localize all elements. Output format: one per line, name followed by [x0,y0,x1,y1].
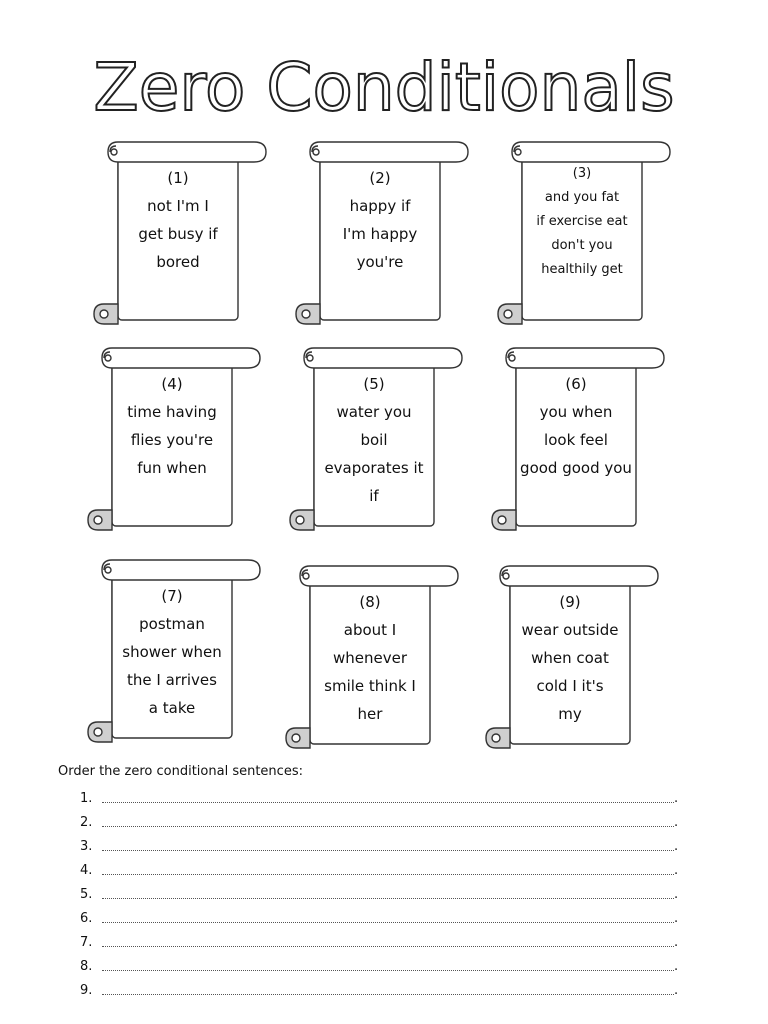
answer-row [80,834,680,858]
answer-number: 2. [80,814,93,830]
scroll-number: (5) [363,375,385,393]
scroll-word-line: I'm happy [342,225,418,243]
scroll-card-2 [290,138,470,328]
scroll-text [302,588,438,728]
scroll-text [502,588,638,728]
scroll-word-line: if [369,487,379,505]
scroll-word-line: a take [148,699,196,717]
answer-end-dot: . [674,862,679,878]
scroll-word-line: postman [139,615,205,633]
scroll-word-line: wear outside [521,621,619,639]
answer-row [80,954,680,978]
scroll-word-line: my [558,705,582,723]
scroll-number: (1) [167,169,189,187]
scroll-word-line: time having [127,403,217,421]
answer-row [80,810,680,834]
scroll-word-line: evaporates it [324,459,424,477]
answer-blank-line[interactable] [102,921,674,923]
answer-blank-line[interactable] [102,993,674,995]
scroll-word-line: cold I it's [536,677,604,695]
answer-end-dot: . [674,790,679,806]
answer-end-dot: . [674,958,679,974]
scroll-text [104,582,240,722]
scroll-word-line: don't you [551,238,613,253]
scroll-word-line: boil [360,431,388,449]
scroll-word-line: not I'm I [147,197,209,215]
answer-end-dot: . [674,982,679,998]
scroll-text [508,370,644,482]
scroll-card-7 [82,556,262,746]
scroll-word-line: and you fat [544,190,620,205]
scroll-word-line: fun when [137,459,207,477]
scroll-text [514,162,650,282]
scroll-word-line: her [357,705,383,723]
answer-row [80,930,680,954]
page-title-text: Zero Conditionals [93,49,675,126]
scroll-word-line: you're [356,253,404,271]
scroll-number: (2) [369,169,391,187]
answer-number: 6. [80,910,93,926]
answer-end-dot: . [674,838,679,854]
answer-number: 4. [80,862,93,878]
answer-blank-line[interactable] [102,897,674,899]
answer-blank-line[interactable] [102,801,674,803]
scroll-number: (6) [565,375,587,393]
answer-number: 1. [80,790,93,806]
answer-blank-line[interactable] [102,849,674,851]
answer-row [80,978,680,1002]
scroll-number: (4) [161,375,183,393]
scroll-card-9 [480,562,660,752]
scroll-word-line: good good you [520,459,632,477]
answer-number: 3. [80,838,93,854]
instructions-text: Order the zero conditional sentences: [58,764,303,779]
answer-blank-line[interactable] [102,825,674,827]
answer-number: 7. [80,934,93,950]
answer-end-dot: . [674,934,679,950]
scroll-card-4 [82,344,262,534]
scroll-word-line: healthily get [541,262,623,277]
scroll-card-6 [486,344,666,534]
scroll-card-8 [280,562,460,752]
answer-end-dot: . [674,886,679,902]
scroll-word-line: shower when [122,643,222,661]
answer-number: 8. [80,958,93,974]
scroll-text [306,370,442,510]
page-title [0,40,768,130]
scroll-word-line: whenever [332,649,407,667]
scroll-word-line: water you [336,403,412,421]
scroll-number: (7) [161,587,183,605]
scroll-card-1 [88,138,268,328]
answer-row [80,906,680,930]
answer-row [80,882,680,906]
scroll-word-line: you when [539,403,613,421]
answer-end-dot: . [674,814,679,830]
scroll-word-line: if exercise eat [536,214,628,229]
answer-row [80,858,680,882]
scroll-text [312,164,448,276]
answer-lines [80,786,680,1002]
scroll-word-line: bored [156,253,200,271]
answer-number: 5. [80,886,93,902]
answer-end-dot: . [674,910,679,926]
scroll-card-5 [284,344,464,534]
scroll-word-line: about I [343,621,397,639]
scroll-word-line: the I arrives [127,671,217,689]
scroll-number: (3) [572,166,592,181]
scroll-word-line: flies you're [130,431,214,449]
scroll-word-line: look feel [544,431,608,449]
scroll-text [104,370,240,482]
answer-blank-line[interactable] [102,945,674,947]
scroll-word-line: get busy if [138,225,218,243]
scroll-word-line: smile think I [324,677,416,695]
answer-blank-line[interactable] [102,969,674,971]
scroll-text [110,164,246,276]
scroll-number: (9) [559,593,581,611]
scroll-card-3 [492,138,672,328]
answer-blank-line[interactable] [102,873,674,875]
scroll-number: (8) [359,593,381,611]
answer-row [80,786,680,810]
scroll-word-line: when coat [531,649,609,667]
answer-number: 9. [80,982,93,998]
scroll-word-line: happy if [349,197,411,215]
